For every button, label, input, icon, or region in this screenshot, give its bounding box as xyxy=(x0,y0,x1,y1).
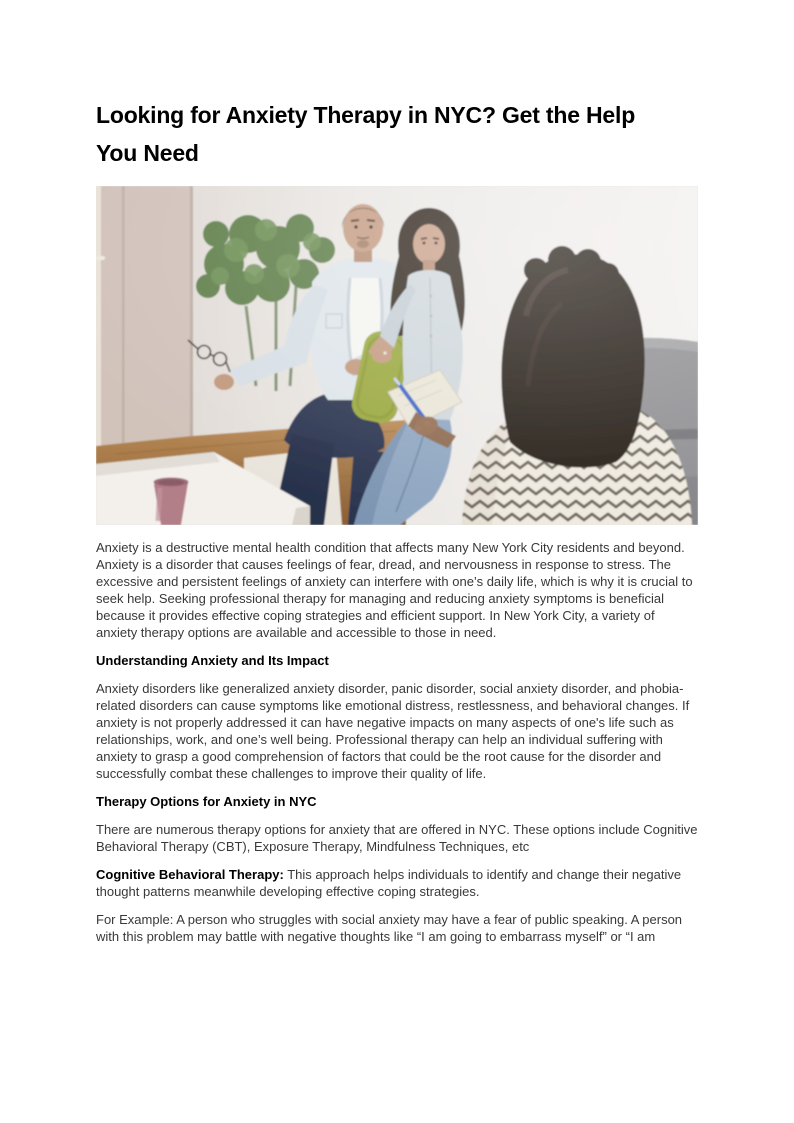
page-title-line-2: You Need xyxy=(96,140,199,166)
example-paragraph: For Example: A person who struggles with social anxiety may have a fear of public speaking. A person with this problem may battle with negative thoughts like “I am going to embarrass myself” or “I am xyxy=(96,912,683,944)
cbt-label: Cognitive Behavioral Therapy: xyxy=(96,867,284,882)
page-title-line-1: Looking for Anxiety Therapy in NYC? Get the Help xyxy=(96,102,636,128)
hero-image xyxy=(96,186,698,525)
section-heading-therapy-options: Therapy Options for Anxiety in NYC xyxy=(96,794,317,809)
therapy-session-photo xyxy=(96,186,698,525)
section-heading-understanding-anxiety: Understanding Anxiety and Its Impact xyxy=(96,653,329,668)
page-title xyxy=(96,96,698,172)
section-body-therapy-options: There are numerous therapy options for anxiety that are offered in NYC. These options include Cognitive Behavioral Therapy (CBT), Exposure Therapy, Mindfulness Techniques, etc xyxy=(96,822,698,854)
cbt-paragraph xyxy=(96,866,698,900)
section-body-understanding-anxiety: Anxiety disorders like generalized anxiety disorder, panic disorder, social anxiety disorder, and phobia- related disorders can cause symptoms like emotional distress, restlessness, and behavioral changes. If anxiety is not properly addressed it can have negative impacts on many aspects of one's life such as relationships, work, and one’s well being. Professional therapy can help an individual suffering with anxiety to grasp a good comprehension of factors that could be the root cause for the disorder and successfully combat these challenges to improve their quality of life. xyxy=(96,681,690,781)
cbt-text: This approach helps individuals to identify and change their negative thought patterns meanwhile developing effective coping strategies. xyxy=(96,867,682,899)
intro-paragraph: Anxiety is a destructive mental health condition that affects many New York City residents and beyond. Anxiety is a disorder that causes feelings of fear, dread, and nervousness in response to stress. The excessive and persistent feelings of anxiety can interfere with one’s daily life, which is why it is crucial to seek help. Seeking professional therapy for managing and reducing anxiety symptoms is beneficial because it provides effective coping strategies and efficient support. In New York City, a variety of anxiety therapy options are available and accessible to those in need. xyxy=(96,540,693,640)
